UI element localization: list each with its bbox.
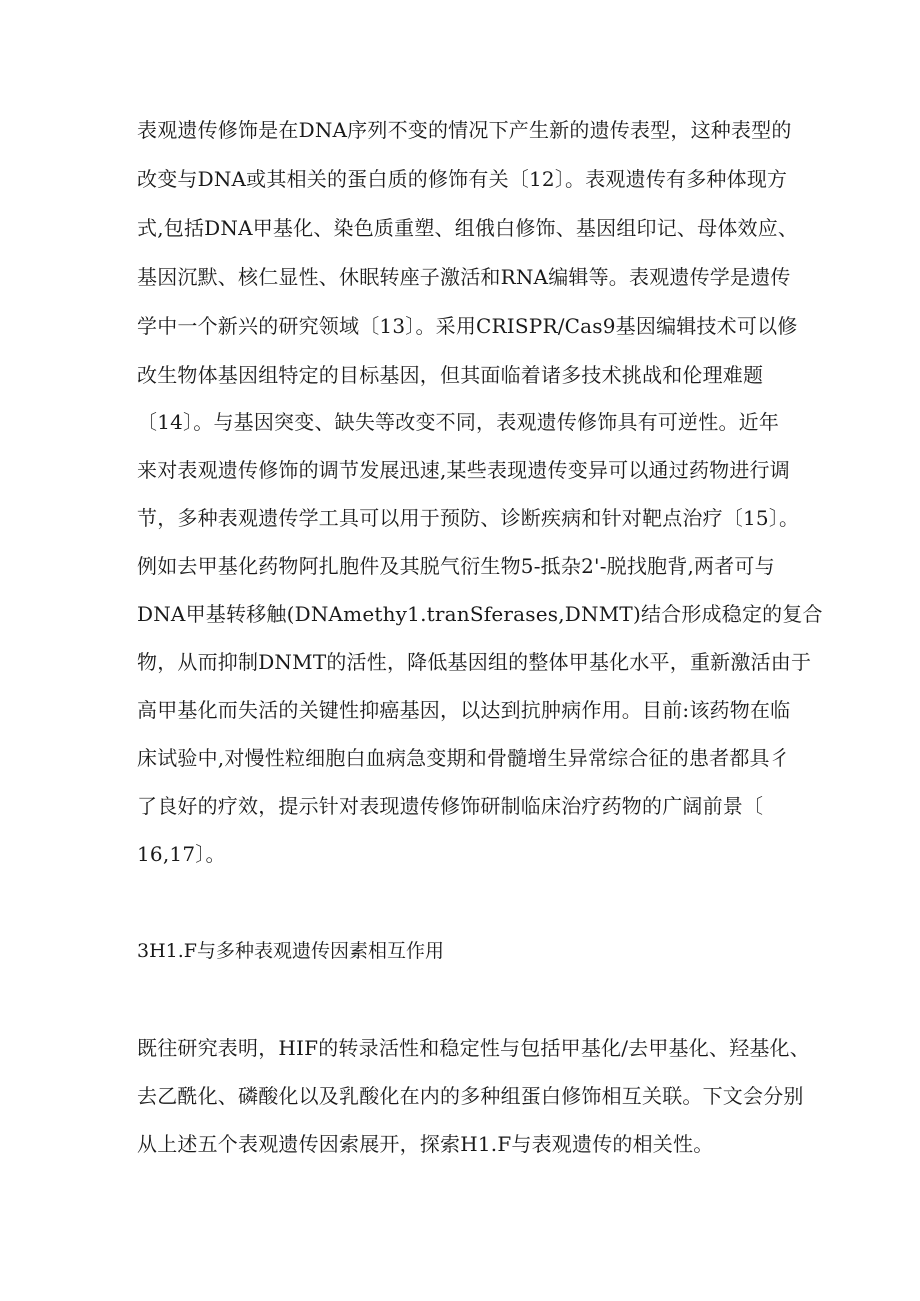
paragraph-line: 去乙酰化、磷酸化以及乳酸化在内的多种组蛋白修饰相互关联。下文会分别 (137, 1084, 804, 1108)
paragraph-line: 改变与DNA或其相关的蛋白质的修饰有关〔12〕。表观遗传有多种体现方 (137, 167, 788, 191)
paragraph-line: 物，从而抑制DNMT的活性，降低基因组的整体甲基化水平，重新激活由于 (137, 650, 812, 674)
paragraph-line: 了良好的疗效，提示针对表现遗传修饰研制临床治疗药物的广阔前景〔 (137, 794, 764, 818)
section-heading: 3H1.F与多种表观遗传因素相互作用 (137, 940, 444, 962)
paragraph-line: 例如去甲基化药物阿扎胞件及其脱气衍生物5-抵杂2'-脱找胞背,两者可与 (137, 554, 775, 578)
paragraph-line: 来对表观遗传修饰的调节发展迅速,某些表现遗传变异可以通过药物进行调 (137, 458, 790, 482)
paragraph-line: 基因沉默、核仁显性、休眠转座子激活和RNA编辑等。表观遗传学是遗传 (137, 265, 791, 289)
paragraph-line: 表观遗传修饰是在DNA序列不变的情况下产生新的遗传表型，这种表型的 (137, 118, 792, 142)
paragraph-line: 高甲基化而失活的关键性抑癌基因，以达到抗肿病作用。目前:该药物在临 (137, 698, 791, 722)
paragraph-line: 16,17〕。 (137, 842, 226, 866)
paragraph-line: 式,包括DNA甲基化、染色质重塑、组俄白修饰、基因组印记、母体效应、 (137, 216, 799, 240)
paragraph-line: 节，多种表观遗传学工具可以用于预防、诊断疾病和针对靶点治疗〔15〕。 (137, 506, 800, 530)
paragraph-line: 改生物体基因组特定的目标基因，但其面临着诸多技术挑战和伦理难题 (137, 363, 764, 387)
paragraph-line: 既往研究表明，HIF的转录活性和稳定性与包括甲基化/去甲基化、羟基化、 (137, 1036, 810, 1060)
paragraph-line: 〔14〕。与基因突变、缺失等改变不同，表观遗传修饰具有可逆性。近年 (137, 410, 780, 434)
paragraph-line: 床试验中,对慢性粒细胞白血病急变期和骨髓增生异常综合征的患者都具彳 (137, 746, 790, 770)
paragraph-line: 从上述五个表观遗传因索展开，探索H1.F与表观遗传的相关性。 (137, 1132, 714, 1156)
paragraph-line: 学中一个新兴的研究领域〔13〕。采用CRISPR∕Cas9基因编辑技术可以修 (137, 314, 798, 338)
paragraph-line: DNA甲基转移触(DNAmethy1.tranSferases,DNMT)结合形成稳定的复合 (137, 602, 823, 626)
